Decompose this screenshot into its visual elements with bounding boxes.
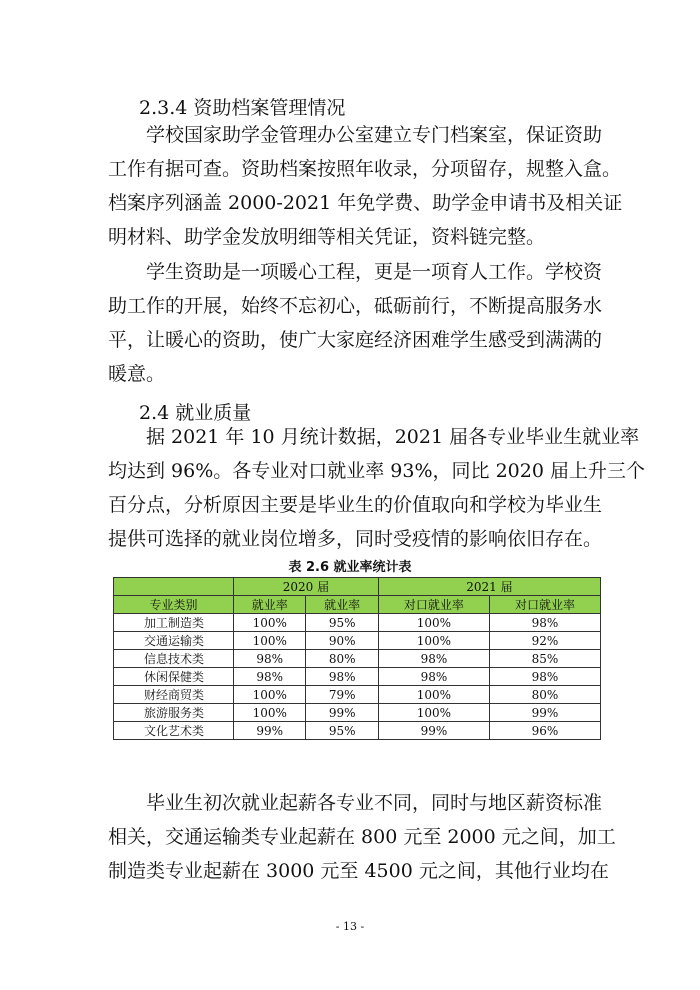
value-cell: 100% bbox=[378, 632, 489, 650]
category-cell: 交通运输类 bbox=[114, 632, 234, 650]
paragraph-employment-quality bbox=[108, 420, 645, 556]
paragraph-line: 均达到 96%。各专业对口就业率 93%，同比 2020 届上升三个 bbox=[108, 460, 645, 482]
value-cell: 90% bbox=[306, 632, 378, 650]
value-cell: 80% bbox=[306, 650, 378, 668]
paragraph-line: 毕业生初次就业起薪各专业不同，同时与地区薪资标准 bbox=[146, 792, 603, 814]
header-2021-rate-b: 对口就业率 bbox=[489, 596, 600, 614]
section-heading-2-3-4: 2.3.4 资助档案管理情况 bbox=[139, 97, 346, 119]
table-row bbox=[114, 722, 601, 740]
value-cell: 100% bbox=[378, 704, 489, 722]
value-cell: 98% bbox=[234, 668, 306, 686]
header-year-2021: 2021 届 bbox=[378, 578, 600, 596]
value-cell: 100% bbox=[378, 686, 489, 704]
table-row bbox=[114, 614, 601, 632]
value-cell: 98% bbox=[378, 650, 489, 668]
employment-rate-table bbox=[113, 577, 601, 740]
category-cell: 财经商贸类 bbox=[114, 686, 234, 704]
table-row bbox=[114, 668, 601, 686]
value-cell: 100% bbox=[234, 614, 306, 632]
table-row bbox=[114, 632, 601, 650]
table-caption: 表 2.6 就业率统计表 bbox=[288, 560, 412, 575]
value-cell: 98% bbox=[306, 668, 378, 686]
paragraph-line: 明材料、助学金发放明细等相关凭证，资料链完整。 bbox=[108, 226, 546, 248]
paragraph-line: 平，让暖心的资助，使广大家庭经济困难学生感受到满满的 bbox=[108, 329, 603, 351]
table-corner-cell bbox=[114, 578, 234, 596]
paragraph-line: 档案序列涵盖 2000-2021 年免学费、助学金申请书及相关证 bbox=[108, 192, 623, 214]
value-cell: 95% bbox=[306, 614, 378, 632]
value-cell: 98% bbox=[489, 668, 600, 686]
paragraph-line: 助工作的开展，始终不忘初心，砥砺前行，不断提高服务水 bbox=[108, 295, 603, 317]
header-year-2020: 2020 届 bbox=[234, 578, 379, 596]
paragraph-starting-salary bbox=[108, 786, 616, 888]
paragraph-line: 相关，交通运输类专业起薪在 800 元至 2000 元之间，加工 bbox=[108, 826, 616, 848]
header-2021-rate-a: 对口就业率 bbox=[378, 596, 489, 614]
value-cell: 95% bbox=[306, 722, 378, 740]
value-cell: 100% bbox=[234, 632, 306, 650]
paragraph-line: 暖意。 bbox=[108, 363, 166, 385]
paragraph-archive-management bbox=[108, 118, 623, 254]
paragraph-line: 制造类专业起薪在 3000 元至 4500 元之间，其他行业均在 bbox=[108, 860, 609, 882]
paragraph-line: 据 2021 年 10 月统计数据，2021 届各专业毕业生就业率 bbox=[146, 426, 640, 448]
value-cell: 92% bbox=[489, 632, 600, 650]
header-category: 专业类别 bbox=[114, 596, 234, 614]
value-cell: 99% bbox=[306, 704, 378, 722]
table-row bbox=[114, 650, 601, 668]
category-cell: 旅游服务类 bbox=[114, 704, 234, 722]
paragraph-line: 提供可选择的就业岗位增多，同时受疫情的影响依旧存在。 bbox=[108, 528, 603, 550]
category-cell: 加工制造类 bbox=[114, 614, 234, 632]
value-cell: 100% bbox=[234, 686, 306, 704]
category-cell: 信息技术类 bbox=[114, 650, 234, 668]
paragraph-aid-work bbox=[108, 255, 603, 391]
value-cell: 96% bbox=[489, 722, 600, 740]
section-heading-2-4: 2.4 就业质量 bbox=[139, 402, 252, 424]
table-row bbox=[114, 686, 601, 704]
value-cell: 99% bbox=[378, 722, 489, 740]
value-cell: 100% bbox=[378, 614, 489, 632]
header-2020-rate-a: 就业率 bbox=[234, 596, 306, 614]
paragraph-line: 学校国家助学金管理办公室建立专门档案室，保证资助 bbox=[146, 124, 603, 146]
value-cell: 98% bbox=[234, 650, 306, 668]
paragraph-line: 学生资助是一项暖心工程，更是一项育人工作。学校资 bbox=[146, 261, 603, 283]
paragraph-line: 百分点，分析原因主要是毕业生的价值取向和学校为毕业生 bbox=[108, 494, 603, 516]
value-cell: 79% bbox=[306, 686, 378, 704]
value-cell: 99% bbox=[489, 704, 600, 722]
value-cell: 99% bbox=[234, 722, 306, 740]
paragraph-line: 工作有据可查。资助档案按照年收录，分项留存，规整入盒。 bbox=[108, 158, 622, 180]
value-cell: 100% bbox=[234, 704, 306, 722]
table-row bbox=[114, 704, 601, 722]
header-2020-rate-b: 就业率 bbox=[306, 596, 378, 614]
value-cell: 85% bbox=[489, 650, 600, 668]
value-cell: 80% bbox=[489, 686, 600, 704]
category-cell: 休闲保健类 bbox=[114, 668, 234, 686]
value-cell: 98% bbox=[378, 668, 489, 686]
value-cell: 98% bbox=[489, 614, 600, 632]
category-cell: 文化艺术类 bbox=[114, 722, 234, 740]
page-number: - 13 - bbox=[335, 920, 365, 933]
